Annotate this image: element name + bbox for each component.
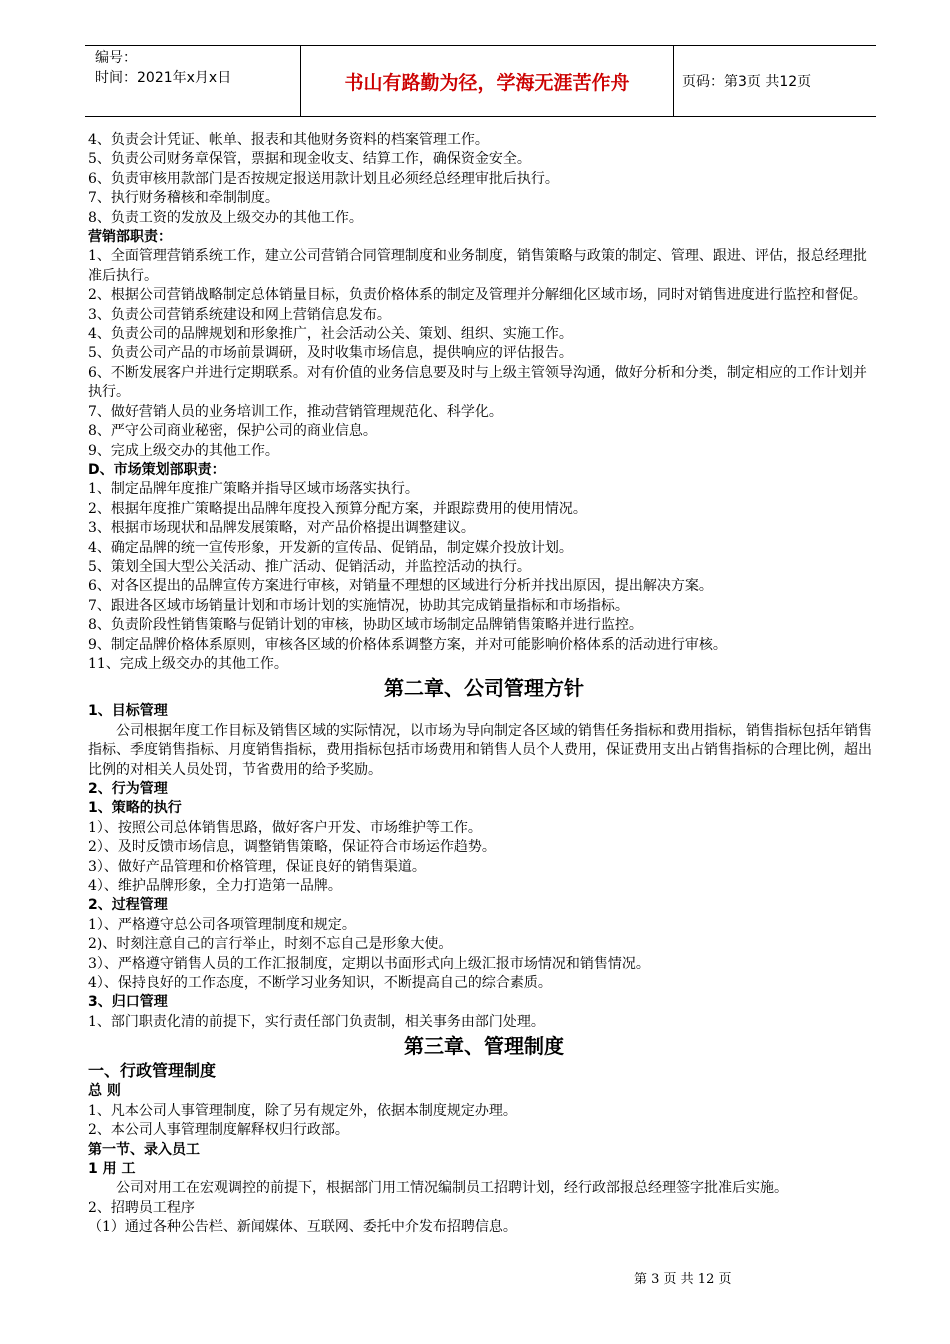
paragraph: 公司根据年度工作目标及销售区域的实际情况，以市场为导向制定各区域的销售任务指标和费用指标，销售指标包括年销售指标、季度销售指标、月度销售指标，费用指标包括市场费用和销售人员个人费用，保证费用支出占销售指标的合理比例，超出比例的对相关人员处罚，节省费用的给予奖励。 bbox=[88, 722, 872, 778]
list-item: 7、做好营销人员的业务培训工作，推动营销管理规范化、科学化。 bbox=[88, 403, 503, 420]
subsection-heading: 第一节、录入员工 bbox=[88, 1141, 200, 1158]
doc-number-label: 编号： bbox=[95, 50, 137, 66]
subsection-heading: 2、过程管理 bbox=[88, 897, 168, 914]
list-item: 6、负责审核用款部门是否按规定报送用款计划且必须经总经理审批后执行。 bbox=[88, 170, 559, 187]
list-item: 1、制定品牌年度推广策略并指导区域市场落实执行。 bbox=[88, 481, 419, 498]
list-item: 1）、严格遵守总公司各项管理制度和规定。 bbox=[88, 916, 356, 933]
list-item: 1、凡本公司人事管理制度，除了另有规定外，依据本制度规定办理。 bbox=[88, 1102, 517, 1119]
list-item: 3、根据市场现状和品牌发展策略，对产品价格提出调整建议。 bbox=[88, 520, 475, 537]
subsection-heading: 2、招聘员工程序 bbox=[88, 1199, 195, 1216]
list-item: 5、负责公司财务章保管，票据和现金收支、结算工作，确保资金安全。 bbox=[88, 151, 531, 168]
header-motto: 书山有路勤为径，学海无涯苦作舟 bbox=[300, 46, 674, 116]
list-item: 2、根据年度推广策略提出品牌年度投入预算分配方案，并跟踪费用的使用情况。 bbox=[88, 500, 587, 517]
list-item: 11、完成上级交办的其他工作。 bbox=[88, 655, 288, 672]
list-item: 2、本公司人事管理制度解释权归行政部。 bbox=[88, 1122, 349, 1139]
section-heading-market: D、市场策划部职责： bbox=[88, 461, 226, 478]
list-item: 4）、保持良好的工作态度，不断学习业务知识，不断提高自己的综合素质。 bbox=[88, 975, 552, 992]
paragraph: 公司对用工在宏观调控的前提下，根据部门用工情况编制员工招聘计划，经行政部报总经理签字批准后实施。 bbox=[116, 1180, 788, 1197]
list-item: 4、负责公司的品牌规划和形象推广，社会活动公关、策划、组织、实施工作。 bbox=[88, 326, 573, 343]
chapter-title: 第三章、管理制度 bbox=[404, 1034, 564, 1059]
list-item: 6、对各区提出的品牌宣传方案进行审核，对销量不理想的区域进行分析并找出原因，提出解决方案。 bbox=[88, 578, 713, 595]
subsection-heading: 2、行为管理 bbox=[88, 781, 168, 797]
list-item: 8、负责阶段性销售策略与促销计划的审核，协助区域市场制定品牌销售策略并进行监控。 bbox=[88, 617, 643, 634]
header-page-info: 页码：第3页 共12页 bbox=[682, 74, 812, 90]
subsection-heading: 3、归口管理 bbox=[88, 994, 168, 1011]
list-item: 2)、时刻注意自己的言行举止，时刻不忘自己是形象大使。 bbox=[88, 936, 453, 953]
list-item: 1）、按照公司总体销售思路，做好客户开发、市场维护等工作。 bbox=[88, 819, 482, 836]
list-item: 3）、严格遵守销售人员的工作汇报制度，定期以书面形式向上级汇报市场情况和销售情况。 bbox=[88, 955, 650, 972]
list-item: 7、执行财务稽核和牵制制度。 bbox=[88, 190, 279, 207]
list-item: （1）通过各种公告栏、新闻媒体、互联网、委托中介发布招聘信息。 bbox=[88, 1219, 517, 1236]
list-item: 2、根据公司营销战略制定总体销量目标，负责价格体系的制定及管理并分解细化区域市场，同时对销售进度进行监控和督促。 bbox=[88, 287, 867, 304]
page-footer: 第 3 页 共 12 页 bbox=[634, 1272, 732, 1287]
list-item: 8、严守公司商业秘密，保护公司的商业信息。 bbox=[88, 423, 377, 440]
subsection-heading: 1、策略的执行 bbox=[88, 800, 182, 817]
list-item: 5、策划全国大型公关活动、推广活动、促销活动，并监控活动的执行。 bbox=[88, 558, 531, 575]
list-item: 9、制定品牌价格体系原则，审核各区域的价格体系调整方案，并对可能影响价格体系的活动进行审核。 bbox=[88, 636, 727, 653]
list-item: 9、完成上级交办的其他工作。 bbox=[88, 442, 279, 459]
subsection-heading: 1 用 工 bbox=[88, 1160, 136, 1177]
list-item: 4、确定品牌的统一宣传形象，开发新的宣传品、促销品，制定媒介投放计划。 bbox=[88, 539, 573, 556]
list-item: 6、不断发展客户并进行定期联系。对有价值的业务信息要及时与上级主管领导沟通，做好分析和分类，制定相应的工作计划并执行。 bbox=[88, 364, 867, 401]
list-item: 2）、及时反馈市场信息，调整销售策略，保证符合市场运作趋势。 bbox=[88, 839, 496, 856]
page-header bbox=[85, 45, 876, 117]
list-item: 8、负责工资的发放及上级交办的其他工作。 bbox=[88, 209, 363, 226]
list-item: 4）、维护品牌形象，全力打造第一品牌。 bbox=[88, 878, 342, 895]
list-item: 3、负责公司营销系统建设和网上营销信息发布。 bbox=[88, 306, 391, 323]
section-heading: 一、行政管理制度 bbox=[88, 1061, 217, 1081]
list-item: 5、负责公司产品的市场前景调研，及时收集市场信息，提供响应的评估报告。 bbox=[88, 345, 573, 362]
subsection-heading: 总 则 bbox=[88, 1083, 121, 1100]
subsection-heading: 1、目标管理 bbox=[88, 703, 168, 720]
list-item: 1、全面管理营销系统工作，建立公司营销合同管理制度和业务制度，销售策略与政策的制定、管理、跟进、评估，报总经理批准后执行。 bbox=[88, 248, 867, 284]
chapter-title: 第二章、公司管理方针 bbox=[384, 676, 584, 701]
document-body bbox=[88, 131, 880, 1238]
list-item: 1、部门职责化清的前提下，实行责任部门负责制，相关事务由部门处理。 bbox=[88, 1013, 545, 1030]
list-item: 7、跟进各区域市场销量计划和市场计划的实施情况，协助其完成销量指标和市场指标。 bbox=[88, 597, 629, 614]
section-heading-sales: 营销部职责： bbox=[88, 229, 172, 246]
header-meta bbox=[85, 46, 300, 116]
doc-time-label: 时间：2021年x月x日 bbox=[95, 70, 232, 86]
list-item: 4、负责会计凭证、帐单、报表和其他财务资料的档案管理工作。 bbox=[88, 132, 489, 148]
list-item: 3）、做好产品管理和价格管理，保证良好的销售渠道。 bbox=[88, 858, 426, 875]
